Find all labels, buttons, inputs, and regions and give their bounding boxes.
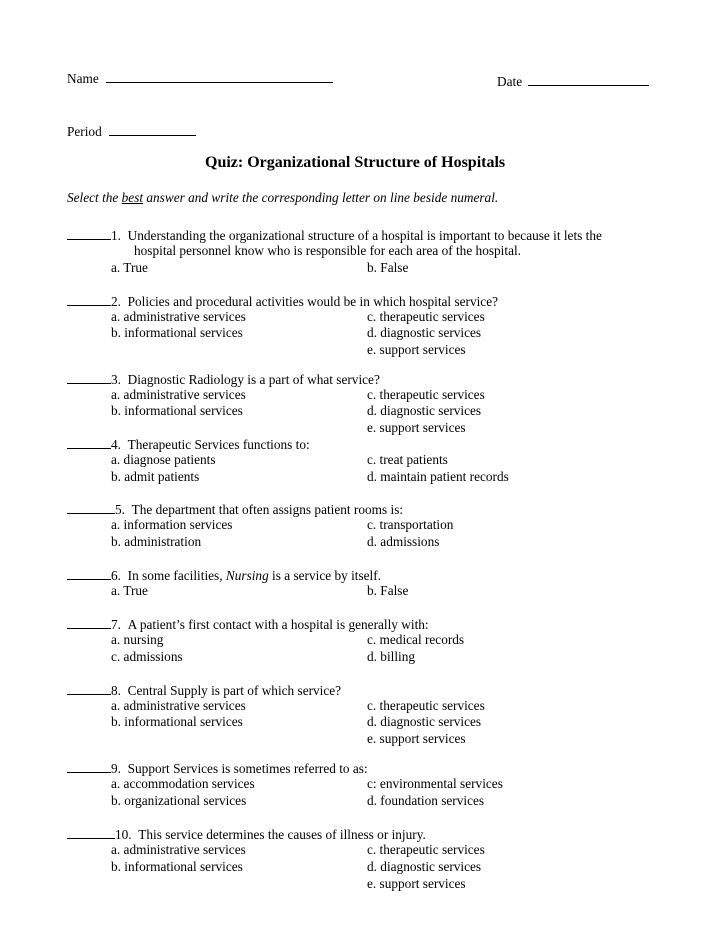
option: d. billing [367,649,416,664]
name-blank[interactable] [106,70,333,83]
question-text: This service determines the causes of illness or injury. [138,827,426,842]
name-field[interactable] [67,70,333,87]
option: d. diagnostic services [367,325,482,340]
answer-blank-10[interactable] [67,826,115,839]
answer-blank-5[interactable] [67,501,115,514]
date-field[interactable] [497,73,649,90]
option: c. admissions [111,649,183,664]
question-number: 6. [111,568,121,583]
option: a. administrative services [111,309,246,324]
question-number: 1. [111,228,121,243]
question-text: Therapeutic Services functions to: [127,437,310,452]
question-text: A patient’s first contact with a hospital is generally with: [127,617,429,632]
answer-blank-8[interactable] [67,682,111,695]
option: e. support services [367,731,466,746]
option: a. True [111,583,148,598]
question-text: In some facilities, [127,568,226,583]
question-text: Diagnostic Radiology is a part of what service? [127,372,380,387]
instructions-pre: Select the [67,190,122,205]
question-7 [67,616,429,633]
option: b. administration [111,534,202,549]
option: d. diagnostic services [367,714,482,729]
answer-blank-4[interactable] [67,436,111,449]
option: c. medical records [367,632,465,647]
period-blank[interactable] [109,123,196,136]
option: b. informational services [111,859,243,874]
question-1-continued: hospital personnel know who is responsible for each area of the hospital. [134,243,521,258]
instructions-emphasis: best [121,190,144,205]
instructions [67,190,498,206]
question-number: 5. [115,502,125,517]
option: c. therapeutic services [367,842,485,857]
answer-blank-6[interactable] [67,567,111,580]
option: d. maintain patient records [367,469,509,484]
option: c. therapeutic services [367,309,485,324]
option: b. admit patients [111,469,200,484]
question-6 [67,567,381,584]
question-number: 10. [115,827,132,842]
question-number: 2. [111,294,121,309]
option: a. accommodation services [111,776,255,791]
name-label: Name [67,71,99,86]
question-10 [67,826,426,843]
option: d. foundation services [367,793,485,808]
question-number: 3. [111,372,121,387]
question-1 [67,227,602,244]
period-field[interactable] [67,123,196,140]
option: c. therapeutic services [367,387,485,402]
option: e. support services [367,342,466,357]
question-9 [67,760,368,777]
option: b. informational services [111,403,243,418]
question-text: Support Services is sometimes referred to as: [127,761,368,776]
option: a. True [111,260,148,275]
answer-blank-3[interactable] [67,371,111,384]
option: e. support services [367,876,466,891]
option: a. diagnose patients [111,452,216,467]
option: c. treat patients [367,452,448,467]
question-3 [67,371,380,388]
date-label: Date [497,74,523,89]
instructions-post: answer and write the corresponding letter on line beside numeral. [143,190,499,205]
question-2 [67,293,498,310]
question-4 [67,436,310,453]
question-number: 9. [111,761,121,776]
option: a. administrative services [111,698,246,713]
question-number: 8. [111,683,121,698]
option: c. transportation [367,517,454,532]
option: d. admissions [367,534,440,549]
question-text: Central Supply is part of which service? [127,683,342,698]
question-text-emphasis: Nursing [225,568,269,583]
option: a. administrative services [111,842,246,857]
option: d. diagnostic services [367,403,482,418]
question-text: Policies and procedural activities would be in which hospital service? [127,294,498,309]
option: c. therapeutic services [367,698,485,713]
answer-blank-1[interactable] [67,227,111,240]
period-label: Period [67,124,102,139]
option: d. diagnostic services [367,859,482,874]
option: b. False [367,260,409,275]
answer-blank-9[interactable] [67,760,111,773]
option: b. informational services [111,714,243,729]
option: a. administrative services [111,387,246,402]
question-text: Understanding the organizational structure of a hospital is important to because it lets the [127,228,602,243]
answer-blank-7[interactable] [67,616,111,629]
option: b. False [367,583,409,598]
quiz-title: Quiz: Organizational Structure of Hospitals [205,154,506,171]
question-5 [67,501,403,518]
option: a. nursing [111,632,164,647]
question-8 [67,682,341,699]
question-text: is a service by itself. [268,568,381,583]
option: e. support services [367,420,466,435]
answer-blank-2[interactable] [67,293,111,306]
date-blank[interactable] [528,73,649,86]
option: b. informational services [111,325,243,340]
option: a. information services [111,517,233,532]
question-number: 7. [111,617,121,632]
option: b. organizational services [111,793,247,808]
question-number: 4. [111,437,121,452]
question-text: The department that often assigns patient rooms is: [131,502,404,517]
option: c: environmental services [367,776,503,791]
